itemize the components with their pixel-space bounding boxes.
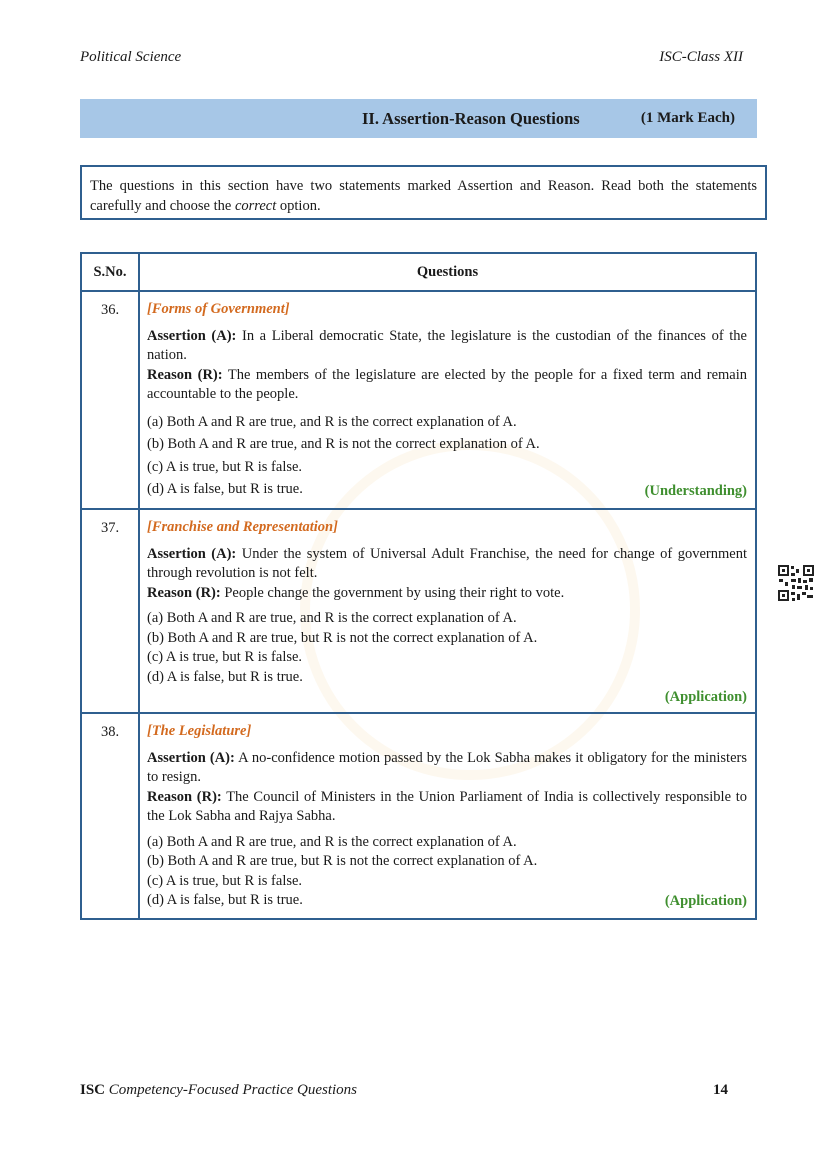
header-subject: Political Science xyxy=(80,49,182,65)
header-questions: Questions xyxy=(139,253,756,291)
footer-board: ISC xyxy=(80,1082,106,1098)
cognitive-level: (Understanding) xyxy=(644,482,747,499)
reason xyxy=(147,584,747,604)
option-b: (b) Both A and R are true, but R is not the correct explanation of A. xyxy=(147,629,538,646)
assertion-label: Assertion (A): xyxy=(147,749,235,766)
option-b: (b) Both A and R are true, and R is not the correct explanation of A. xyxy=(147,436,540,452)
assertion xyxy=(147,327,747,366)
option-a: (a) Both A and R are true, and R is the correct explanation of A. xyxy=(147,610,517,626)
assertion-label: Assertion (A): xyxy=(147,327,237,344)
page-number: 14 xyxy=(713,1082,728,1098)
reason-text: People change the government by using their right to vote. xyxy=(220,584,565,601)
question-row xyxy=(81,291,756,509)
option-a: (a) Both A and R are true, and R is the correct explanation of A. xyxy=(147,413,517,430)
instructions-box xyxy=(80,165,767,220)
cognitive-level: (Application) xyxy=(664,892,747,909)
question-topic: [Forms of Government] xyxy=(147,301,290,317)
assertion-text: A no-confidence motion passed by the Lok Sabha makes it obligatory for the ministers to resign. xyxy=(147,749,747,785)
option-d: (d) A is false, but R is true. xyxy=(147,892,303,908)
instructions-text: The questions in this section have two statements marked Assertion and Reason. Read both the statements carefully and choose the xyxy=(90,178,757,214)
reason-label: Reason (R): xyxy=(147,788,222,805)
question-cell xyxy=(139,509,756,713)
header-sno: S.No. xyxy=(81,253,139,291)
option-d: (d) A is false, but R is true. xyxy=(147,481,303,497)
assertion-text: Under the system of Universal Adult Franchise, the need for change of government through revolution is not felt. xyxy=(147,545,747,581)
question-row xyxy=(81,713,756,919)
reason xyxy=(147,366,747,405)
reason-label: Reason (R): xyxy=(147,584,221,601)
assertion-label: Assertion (A): xyxy=(147,545,237,562)
option-c: (c) A is true, but R is false. xyxy=(147,872,303,889)
question-number: 38. xyxy=(81,713,139,919)
footer-title xyxy=(80,1082,357,1099)
question-topic: [Franchise and Representation] xyxy=(147,519,338,535)
section-banner xyxy=(80,99,757,138)
instructions-text-end: option. xyxy=(276,198,321,214)
assertion-text: In a Liberal democratic State, the legislature is the custodian of the finances of the nation. xyxy=(147,327,747,363)
reason-text: The Council of Ministers in the Union Parliament of India is collectively responsible to the Lok Sabha and Rajya Sabha. xyxy=(147,788,747,824)
assertion xyxy=(147,545,747,584)
table-header-row xyxy=(81,253,756,291)
option-c: (c) A is true, but R is false. xyxy=(147,649,303,665)
options-list xyxy=(147,609,747,687)
option-a: (a) Both A and R are true, and R is the correct explanation of A. xyxy=(147,833,517,850)
option-c: (c) A is true, but R is false. xyxy=(147,458,303,475)
qr-code-icon[interactable] xyxy=(777,564,815,602)
question-number: 37. xyxy=(81,509,139,713)
option-d: (d) A is false, but R is true. xyxy=(147,668,303,685)
section-marks: (1 Mark Each) xyxy=(640,110,735,126)
options-list xyxy=(147,833,747,911)
question-number: 36. xyxy=(81,291,139,509)
cognitive-level: (Application) xyxy=(664,688,747,705)
reason-text: The members of the legislature are elected by the people for a fixed term and remain accountable to the people. xyxy=(147,366,747,402)
questions-table xyxy=(80,252,757,920)
header-class: ISC-Class XII xyxy=(659,49,743,65)
question-cell xyxy=(139,291,756,509)
reason-label: Reason (R): xyxy=(147,366,223,383)
instructions-emphasis: correct xyxy=(234,198,277,214)
footer-title-text: Competency-Focused Practice Questions xyxy=(108,1082,358,1098)
option-b: (b) Both A and R are true, but R is not the correct explanation of A. xyxy=(147,853,538,869)
assertion xyxy=(147,749,747,788)
section-title: II. Assertion-Reason Questions xyxy=(362,109,580,128)
question-topic: [The Legislature] xyxy=(147,723,252,739)
reason xyxy=(147,788,747,827)
question-cell xyxy=(139,713,756,919)
question-row xyxy=(81,509,756,713)
